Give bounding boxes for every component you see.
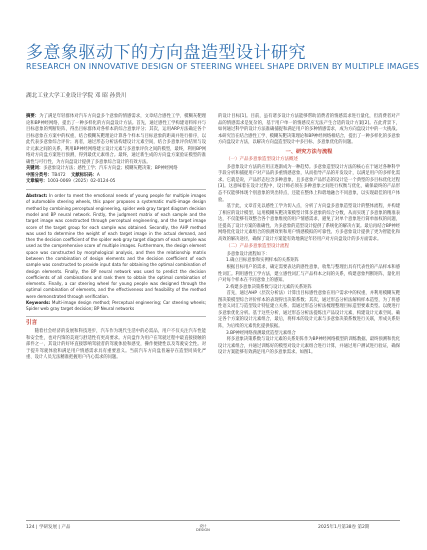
- abstract-zh: [26, 114, 206, 166]
- footer-journal-logo: [196, 524, 210, 532]
- keywords-en: [26, 300, 206, 313]
- paper-title-english: RESEARCH ON INNOVATIVE DESIGN OF STEERING WHEEL SHAPE DRIVEN BY MULTIPLE IMAGES: [26, 62, 420, 71]
- body-paragraph: 根据目标用户的需求，确定需要表达的感性意象，收集与整理出具有代表性的产品样本和感性词汇。利用感性工学方法，建立感性词汇与产品样本之间的关系，构建意象判断矩阵，量化用户对每个样本在不同意象上的感知。: [218, 265, 400, 284]
- divider: [26, 189, 206, 190]
- paper-title: 多意象驱动下的方向盘造型设计研究: [26, 43, 306, 63]
- intro-paragraph: 随着社会经济的发展和科技进步，汽车作为现代生活中的必需品，用户不仅关注汽车性能和安全性，也对内饰的美观与舒适性有更高要求。方向盘作为用户在驾驶过程中最直接接触的部件之一，其设计的好坏直接影响驾驶者的驾驶体验和感受，操作便捷性以及驾驶安全性。对于提升驾驶体验和满足用户情感需求具有重要意义。当前汽车方向盘普遍存在造型同质化严重、设计人员无法精准把握用户内心需求的问题。: [26, 329, 206, 361]
- intro-heading: 引言: [26, 319, 38, 326]
- right-column: [218, 114, 400, 357]
- abstract-text: 为了满足年轻群体对汽车方向盘多个意象的情感需求，文章结合感性工学、模糊灰靶理论和BP神经网络，提出了一种多样化的方向盘设计方法。首先，通过感性工学构建语料库并与目标意象的判断矩阵，得出目标群体对各样本的综合意象评分；其次，运用ARP方法确定各个目标意象在方案中的权重，结合模糊灰靶理论计算各个样本与目标意象的距离并进行排序，以此代表多意象综合评价；再者，通过形态分析法构建设计元素空间，结合多意象评价结果与设计元素之间的关系，利用BP神经网络建立设计元素与多意象评价之间的模型，最终，利用BP网络对方向盘方案进行预测，得到最优元素组合。最终，通过新生成的方向盘方案验证模型的准确性与可行性，为方向盘设计提供了多意象综合设计的有效方法。: [26, 114, 207, 165]
- footer-page-info: 124 | 学研发展 | 产品: [26, 525, 71, 530]
- abstract-en: [26, 193, 206, 300]
- footer-rule: [26, 520, 400, 521]
- article-id-line: [26, 179, 206, 186]
- clc-label: 中图分类号：: [26, 172, 52, 178]
- footer-logo-zh: 设计: [199, 524, 207, 528]
- body-paragraph: 首先，通过AHP（层次分析法）计算出目标感性意象在用户需求中的权重，并利用模糊灰靶图决策模型综合评价样本的表现得出决策系数；其次，通过形态分析法解构样本造型，为了将感性语义词汇与造型设计特征建立关系，需通过形态分析法梳理整理目标造型要素类型。以便进行多意象优化分析。基于这些分析，通过形态分析法提炼出产品设计元素，构建设计元素空间。确定各个方案的设计元素组合，最后，将样本的设计元素与多意象决策系数进行关联，形成关系矩阵，为后续的元素优化提供依据。: [218, 291, 400, 329]
- doc-code-label: 文献标识码：: [71, 172, 97, 178]
- step-heading: 2.构建多意象决策系数与设计元素的关系矩阵: [226, 284, 312, 290]
- left-column: [26, 114, 206, 362]
- subsection-heading: （一）产品多意象造型设计方法概述: [226, 157, 298, 163]
- doc-code-value: A: [96, 172, 100, 178]
- section-heading: 一、研究方法与流程: [285, 148, 333, 155]
- keywords-en-label: Keywords:: [26, 300, 51, 306]
- clc-value: TB472: [51, 172, 66, 178]
- article-id-value: 1003-0069（2025）02-0124-05: [47, 179, 116, 185]
- abstract-en-label: Abstract:: [26, 193, 48, 199]
- body-paragraph: 将多意象决策系数与设计元素的关系矩阵作为BP神经网络模型的训练数据。最终预测和优化设计元素组合，并通过训练好的模型对设计元素组合进行计算，并通过用户测试进行验证，确保设计方案能够有效满足用户的多意象需求。如图1。: [218, 337, 400, 356]
- author-line: 湖北工业大学工业设计学院 邓 昭 孙贵川: [26, 93, 127, 99]
- body-paragraph: 多意象设计方法的应用正逐渐成为一种趋势。多意象造型设计方法的核心在于通过各种科学手段分析和捕捉用户对产品的多重情感意象，从而指导产品的开发设计，以满足用户的多样化需求。它就是说，产品形态包含多种意象，且多意象产品形态的设计是一个典型的多目标优化过程[3]。这意味着在设计过程中，设计师必须在多种意象之间进行权衡与优化，确保最终的产品形态不仅能够体现个别意象的突出特点，还能在整体上和谐地融合不同意象，以实现最佳的用户体验。: [218, 164, 400, 203]
- footer-issue-info: 2025年1月第38卷 第2期: [318, 525, 370, 530]
- footer-logo-en: DESIGN: [196, 528, 210, 532]
- keywords-text: 多意象设计方法；感性工学；汽车方向盘；模糊灰靶决策；BP神经网络: [43, 166, 178, 172]
- step-heading: 1.确立目标意象和实例样本的关系矩阵: [226, 258, 299, 264]
- keywords-label: 关键词：: [26, 166, 44, 172]
- article-id-label: 文章编号：: [26, 179, 48, 185]
- body-paragraph: 的设计目标[1]。目前，虽有诸多设计方法能够帮助消费者的情感需求进行量化，但消费者对产品的情感需求是复杂的，基于用户单一的情感反应无法产生合适的设计方案[2]。在此背景下，如何通过科学的设计方法准确捕捉和满足用户的多种情感需求，成为方向盘设计中的一大挑战。本研究旨在结合感性工学、模糊灰靶决策理论和BP神经网络相结合，提出了一种多样化的多意象方向盘设计方法，以解决方向盘造型设计中多目标、多意象优化的问题。: [218, 114, 400, 146]
- body-paragraph: 基于此，文章首先以感性工学为切入点，分析了方向盘多意象造型设计的整体流程，并构建了相应的设计模型。运用模糊灰靶决策模型计算多意象的综合分数，从而实现了多意象的精准表达，不仅能够有效整合各个意象维度的用户情感需求，避免了对单个意象进行简单加权的问题，还提高了设计方案的准确性。为多意象的造型设计提供了系统化的解决方案。最后再结合BP神经网络优化设计元素组合的预测效果和用户情感模拟的可靠性。方多意象设计提供了更为智能化和高效的解决途径，确保了设计方案能有效地满足年轻用户对方向盘设计的多方面需求。: [218, 204, 400, 242]
- subsection-heading: （二）产品多意象造型设计流程: [226, 244, 289, 250]
- keywords-en-text: Multi-image design method; Perceptual engineering; Car steering wheels; Spider web gray target decision; BP Neural networks: [26, 300, 206, 312]
- step-heading: 3.BP神经网络预测最优造型元素组合: [226, 330, 296, 336]
- abstract-label: 摘要：: [26, 114, 40, 119]
- body-paragraph: 多意象设计流程如下：: [226, 251, 270, 257]
- divider: [26, 316, 206, 317]
- abstract-en-text: In order to meet the emotional needs of young people for multiple images of automobile steering wheels, this paper proposes a systematic multi-image design method by combining perceptual engineering, spider web gray target diagram decision model and BP neural network. Firstly, the judgment matrix of each sample and the target image was constructed through perceptual engineering, and the target image score of the target group for each sample was obtained. Secondly, the AHP method was used to determine the weight of each target image in the actual demand, and then the decision coefficient of the spider web gray target diagram of each sample was used as the comprehensive score of multiple images. Furthermore, the design element space was constructed by morphological analysis, and then the relationship matrix between the combination of design elements and the decision coefficient of each sample was constructed to provide input data for obtaining the optimal combination of design elements. Finally, the BP neural network was used to predict the decision coefficients of all combinations and rank them to obtain the optimal combination of elements. Finally, a car steering wheel for young people was designed through the optimal combination of elements, and the effectiveness and feasibility of the method were demonstrated through verification.: [26, 193, 206, 299]
